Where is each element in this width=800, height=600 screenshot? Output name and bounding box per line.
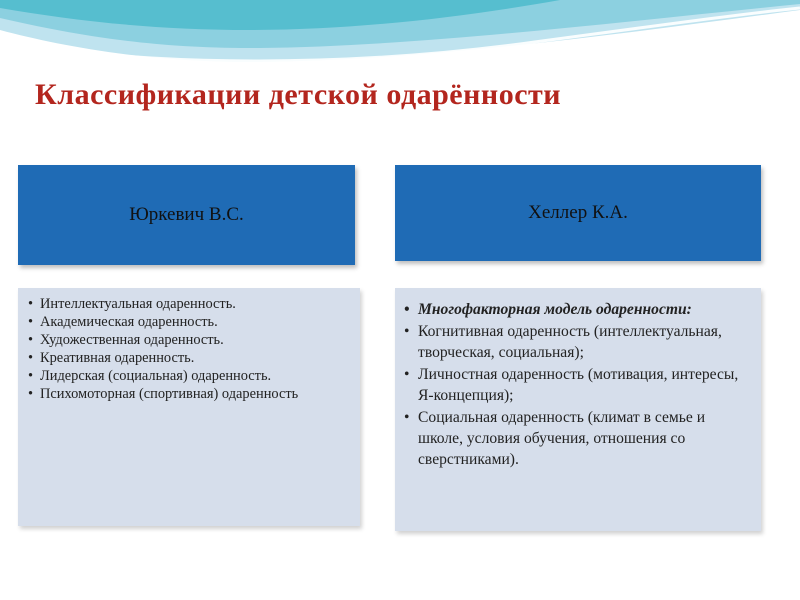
list-item: • Академическая одаренность.: [28, 314, 218, 330]
bullet-icon: •: [28, 350, 34, 366]
header-heller-label: Хеллер К.А.: [528, 202, 628, 223]
list-item: • Креативная одаренность.: [28, 350, 195, 366]
list-item: • Когнитивная одаренность (интеллектуальная, творческая, социальная);: [404, 323, 722, 361]
heller-list-panel: [395, 288, 761, 531]
header-yurkevich: [18, 165, 355, 265]
list-item: • Лидерская (социальная) одаренность.: [28, 368, 272, 384]
list-item: • Личностная одаренность (мотивация, интересы, Я-концепция);: [404, 366, 739, 404]
bullet-icon: •: [404, 366, 410, 383]
list-item: • Психомоторная (спортивная) одаренность: [28, 386, 299, 402]
header-heller: [395, 165, 761, 261]
heller-list: [395, 288, 761, 470]
bullet-icon: •: [28, 386, 34, 402]
bullet-icon: •: [28, 314, 34, 330]
bullet-icon: •: [28, 368, 34, 384]
yurkevich-list: [18, 288, 360, 403]
bullet-icon: •: [404, 409, 410, 426]
bullet-icon: •: [404, 323, 410, 340]
slide-title: Классификации детской одарённости: [35, 78, 562, 111]
list-item: • Интеллектуальная одаренность.: [28, 296, 236, 312]
list-item: • Многофакторная модель одаренности:: [404, 301, 692, 318]
yurkevich-list-panel: [18, 288, 360, 526]
bullet-icon: •: [28, 296, 34, 312]
list-item: • Социальная одаренность (климат в семье и школе, условия обучения, отношения со сверстниками).: [404, 409, 706, 468]
bullet-icon: •: [28, 332, 34, 348]
list-item: • Художественная одаренность.: [28, 332, 224, 348]
bullet-icon: •: [404, 301, 410, 318]
decorative-wave: [0, 0, 800, 80]
header-yurkevich-label: Юркевич В.С.: [129, 204, 244, 225]
